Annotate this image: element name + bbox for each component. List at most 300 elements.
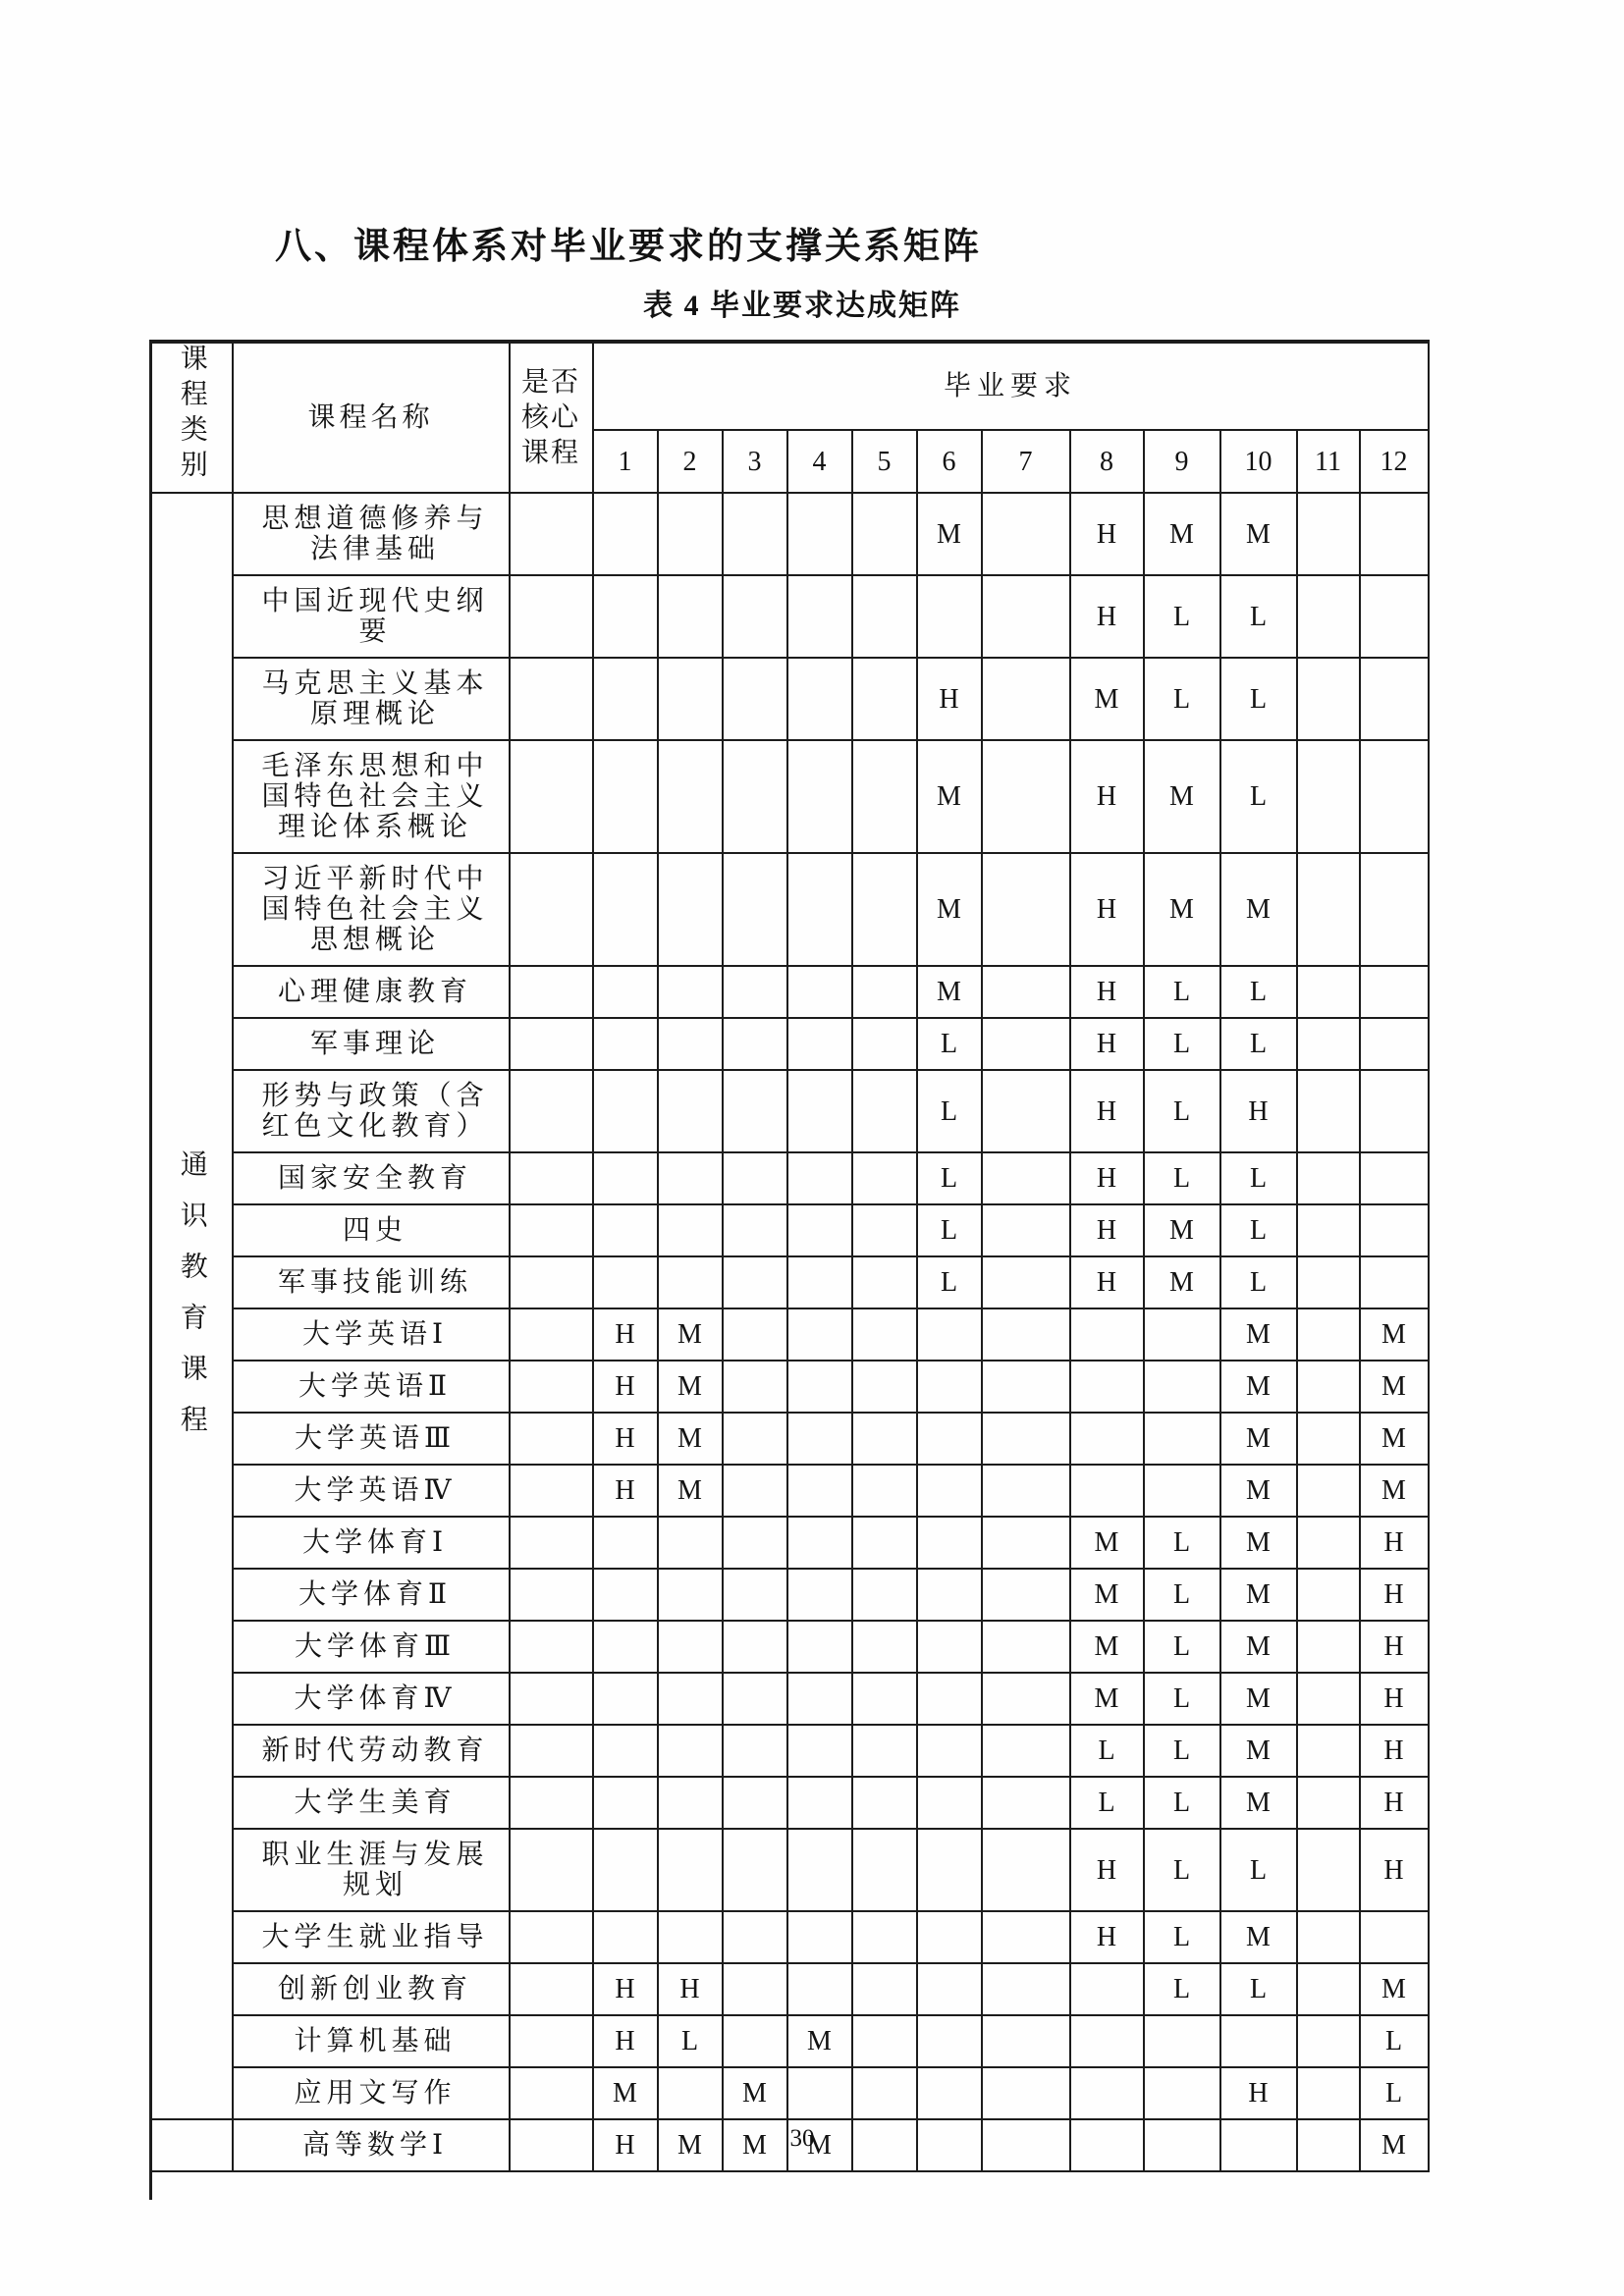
support-level-cell-req-4 [787,1725,852,1777]
support-level-cell-req-6 [917,1673,982,1725]
support-level-cell-req-3 [723,1361,787,1413]
support-level-cell-req-1 [593,853,658,966]
core-course-cell [510,1018,593,1070]
support-level-cell-req-6 [917,1777,982,1829]
support-level-cell-req-1 [593,1256,658,1308]
support-level-cell-req-10: H [1220,1070,1297,1152]
support-level-cell-req-11 [1297,1308,1360,1361]
support-level-cell-req-7 [982,1361,1070,1413]
core-course-cell [510,1829,593,1911]
support-level-cell-req-8: H [1070,1070,1144,1152]
course-name-cell: 职业生涯与发展规划 [233,1829,510,1911]
table-row [151,658,1429,740]
support-level-cell-req-1: H [593,1465,658,1517]
support-level-cell-req-1 [593,740,658,853]
support-level-cell-req-7 [982,740,1070,853]
support-level-cell-req-2 [658,658,723,740]
support-level-cell-req-4 [787,1018,852,1070]
course-name-cell: 大学生美育 [233,1777,510,1829]
support-level-cell-req-3 [723,1911,787,1963]
support-level-cell-req-10: L [1220,1256,1297,1308]
support-level-cell-req-8 [1070,1361,1144,1413]
support-level-cell-req-5 [852,1204,917,1256]
support-level-cell-req-11 [1297,1725,1360,1777]
header-graduation-requirements: 毕业要求 [593,342,1429,430]
course-name-cell: 大学体育Ⅰ [233,1517,510,1569]
support-level-cell-req-11 [1297,740,1360,853]
support-level-cell-req-7 [982,1152,1070,1204]
core-course-cell [510,575,593,658]
support-level-cell-req-2 [658,2067,723,2119]
support-level-cell-req-4 [787,1256,852,1308]
support-level-cell-req-4 [787,853,852,966]
support-level-cell-req-5 [852,2015,917,2067]
support-level-cell-req-4 [787,493,852,575]
header-course-name: 课程名称 [233,342,510,493]
support-level-cell-req-7 [982,658,1070,740]
support-level-cell-req-5 [852,575,917,658]
course-name-cell: 形势与政策（含红色文化教育） [233,1070,510,1152]
support-level-cell-req-4 [787,1911,852,1963]
support-level-cell-req-3 [723,1673,787,1725]
support-level-cell-req-2: M [658,1361,723,1413]
support-level-cell-req-4 [787,1465,852,1517]
support-level-cell-req-3 [723,1152,787,1204]
support-level-cell-req-7 [982,1829,1070,1911]
support-level-cell-req-3 [723,493,787,575]
course-name-cell: 高等数学Ⅰ [233,2119,510,2171]
support-level-cell-req-7 [982,1070,1070,1152]
support-level-cell-req-10: M [1220,1308,1297,1361]
header-row-top [151,342,1429,430]
support-level-cell-req-3 [723,966,787,1018]
course-name-cell: 马克思主义基本原理概论 [233,658,510,740]
support-level-cell-req-5 [852,1152,917,1204]
support-level-cell-req-12 [1360,853,1429,966]
support-level-cell-req-6 [917,1725,982,1777]
support-level-cell-req-12: M [1360,1465,1429,1517]
support-level-cell-req-1 [593,1725,658,1777]
support-level-cell-req-12: H [1360,1621,1429,1673]
support-level-cell-req-12: H [1360,1777,1429,1829]
support-level-cell-req-1 [593,658,658,740]
support-level-cell-req-11 [1297,1018,1360,1070]
support-level-cell-req-9 [1144,2015,1220,2067]
support-level-cell-req-1: H [593,1963,658,2015]
support-level-cell-req-9: L [1144,1517,1220,1569]
support-level-cell-req-4 [787,966,852,1018]
support-level-cell-req-6: M [917,740,982,853]
support-level-cell-req-1 [593,966,658,1018]
support-level-cell-req-9: M [1144,1256,1220,1308]
table-row [151,1673,1429,1725]
support-level-cell-req-3 [723,2015,787,2067]
support-level-cell-req-12 [1360,1911,1429,1963]
table-row [151,2015,1429,2067]
support-level-cell-req-2 [658,1152,723,1204]
support-level-cell-req-6: L [917,1204,982,1256]
support-level-cell-req-9 [1144,1361,1220,1413]
support-level-cell-req-5 [852,2067,917,2119]
table-row [151,1413,1429,1465]
support-level-cell-req-10: M [1220,1621,1297,1673]
support-level-cell-req-5 [852,1963,917,2015]
support-level-cell-req-8 [1070,1308,1144,1361]
support-level-cell-req-1 [593,575,658,658]
support-level-cell-req-5 [852,1911,917,1963]
header-req-col-12: 12 [1360,430,1429,493]
support-level-cell-req-3: M [723,2119,787,2171]
support-level-cell-req-10: L [1220,1829,1297,1911]
support-level-cell-req-11 [1297,1911,1360,1963]
support-level-cell-req-3 [723,1725,787,1777]
support-level-cell-req-12: M [1360,1361,1429,1413]
support-level-cell-req-2 [658,1621,723,1673]
table-row [151,1517,1429,1569]
table-row [151,1308,1429,1361]
support-level-cell-req-6 [917,1963,982,2015]
course-name-cell: 习近平新时代中国特色社会主义思想概论 [233,853,510,966]
support-level-cell-req-5 [852,493,917,575]
support-level-cell-req-11 [1297,493,1360,575]
page-number: 30 [789,2125,815,2152]
support-level-cell-req-9: L [1144,1152,1220,1204]
support-level-cell-req-11 [1297,1673,1360,1725]
support-level-cell-req-7 [982,1569,1070,1621]
support-level-cell-req-3 [723,1308,787,1361]
course-name-cell: 军事技能训练 [233,1256,510,1308]
support-level-cell-req-4 [787,1829,852,1911]
support-level-cell-req-7 [982,575,1070,658]
table-row [151,740,1429,853]
support-level-cell-req-1: H [593,1308,658,1361]
support-level-cell-req-10: M [1220,1777,1297,1829]
support-level-cell-req-3 [723,1256,787,1308]
support-level-cell-req-9: M [1144,1204,1220,1256]
support-level-cell-req-3 [723,1777,787,1829]
course-name-cell: 四史 [233,1204,510,1256]
support-level-cell-req-12 [1360,1018,1429,1070]
support-level-cell-req-5 [852,1413,917,1465]
support-level-cell-req-11 [1297,1361,1360,1413]
support-level-cell-req-12: M [1360,2119,1429,2171]
support-level-cell-req-2 [658,740,723,853]
core-course-cell [510,493,593,575]
header-req-col-8: 8 [1070,430,1144,493]
support-level-cell-req-3 [723,1621,787,1673]
support-level-cell-req-6: M [917,853,982,966]
core-course-cell [510,2015,593,2067]
table-row [151,1569,1429,1621]
core-course-cell [510,1777,593,1829]
support-level-cell-req-3 [723,740,787,853]
support-level-cell-req-3 [723,1465,787,1517]
support-level-cell-req-8: M [1070,658,1144,740]
support-level-cell-req-2 [658,1517,723,1569]
support-level-cell-req-1: H [593,2015,658,2067]
support-level-cell-req-6 [917,1911,982,1963]
support-level-cell-req-3 [723,1517,787,1569]
support-level-cell-req-12 [1360,740,1429,853]
support-level-cell-req-5 [852,1465,917,1517]
support-level-cell-req-9: L [1144,1621,1220,1673]
course-name-cell: 大学英语Ⅰ [233,1308,510,1361]
support-level-cell-req-10: M [1220,1725,1297,1777]
core-course-cell [510,1413,593,1465]
support-level-cell-req-8: H [1070,1829,1144,1911]
support-level-cell-req-5 [852,1361,917,1413]
support-level-cell-req-6: L [917,1256,982,1308]
header-req-col-9: 9 [1144,430,1220,493]
support-level-cell-req-6 [917,1517,982,1569]
table-row [151,1911,1429,1963]
support-level-cell-req-8: H [1070,966,1144,1018]
table-row [151,575,1429,658]
support-level-cell-req-3 [723,658,787,740]
course-name-cell: 思想道德修养与法律基础 [233,493,510,575]
support-level-cell-req-7 [982,1308,1070,1361]
support-level-cell-req-2 [658,575,723,658]
support-level-cell-req-1: M [593,2067,658,2119]
core-course-cell [510,966,593,1018]
support-level-cell-req-11 [1297,1152,1360,1204]
course-name-cell: 大学体育Ⅱ [233,1569,510,1621]
support-level-cell-req-10: M [1220,1673,1297,1725]
support-level-cell-req-12: M [1360,1963,1429,2015]
support-level-cell-req-11 [1297,1777,1360,1829]
support-level-cell-req-1 [593,1569,658,1621]
support-level-cell-req-4 [787,1673,852,1725]
support-level-cell-req-2: M [658,2119,723,2171]
support-level-cell-req-6: L [917,1070,982,1152]
support-level-cell-req-2 [658,493,723,575]
support-level-cell-req-2 [658,1673,723,1725]
support-level-cell-req-9: M [1144,493,1220,575]
header-req-col-4: 4 [787,430,852,493]
support-level-cell-req-2: M [658,1465,723,1517]
support-level-cell-req-5 [852,1829,917,1911]
support-level-cell-req-3: M [723,2067,787,2119]
course-name-cell: 中国近现代史纲要 [233,575,510,658]
course-name-cell: 创新创业教育 [233,1963,510,2015]
support-level-cell-req-11 [1297,658,1360,740]
table-row [151,1829,1429,1911]
support-level-cell-req-4 [787,1777,852,1829]
support-level-cell-req-2 [658,1777,723,1829]
support-level-cell-req-6 [917,1569,982,1621]
support-level-cell-req-8 [1070,1413,1144,1465]
support-level-cell-req-5 [852,1308,917,1361]
support-level-cell-req-5 [852,1569,917,1621]
core-course-cell [510,1911,593,1963]
support-level-cell-req-4 [787,575,852,658]
course-name-cell: 大学生就业指导 [233,1911,510,1963]
support-level-cell-req-11 [1297,966,1360,1018]
support-level-cell-req-4 [787,1569,852,1621]
support-level-cell-req-2 [658,1829,723,1911]
support-level-cell-req-12: M [1360,1308,1429,1361]
support-level-cell-req-8: M [1070,1517,1144,1569]
support-level-cell-req-8 [1070,1963,1144,2015]
support-level-cell-req-1 [593,1204,658,1256]
support-level-cell-req-7 [982,493,1070,575]
support-level-cell-req-12: H [1360,1517,1429,1569]
support-level-cell-req-6: L [917,1152,982,1204]
support-level-cell-req-5 [852,740,917,853]
course-name-cell: 新时代劳动教育 [233,1725,510,1777]
support-level-cell-req-10: L [1220,1204,1297,1256]
support-level-cell-req-4 [787,1361,852,1413]
support-level-cell-req-3 [723,1413,787,1465]
core-course-cell [510,2067,593,2119]
support-level-cell-req-8: H [1070,1256,1144,1308]
support-level-cell-req-12 [1360,493,1429,575]
support-level-cell-req-1: H [593,1413,658,1465]
support-level-cell-req-9: L [1144,1777,1220,1829]
support-level-cell-req-10: M [1220,1361,1297,1413]
support-level-cell-req-8: L [1070,1777,1144,1829]
table-row [151,1725,1429,1777]
support-level-cell-req-1 [593,1911,658,1963]
page-break-border-stub [149,2170,152,2200]
support-level-cell-req-4 [787,1308,852,1361]
support-level-cell-req-2 [658,1725,723,1777]
support-level-cell-req-2 [658,853,723,966]
core-course-cell [510,1963,593,2015]
matrix-body [151,493,1429,2171]
support-level-cell-req-6 [917,1621,982,1673]
support-level-cell-req-11 [1297,1413,1360,1465]
support-level-cell-req-2 [658,1256,723,1308]
support-level-cell-req-5 [852,853,917,966]
support-level-cell-req-6 [917,1829,982,1911]
course-name-cell: 计算机基础 [233,2015,510,2067]
support-level-cell-req-1: H [593,2119,658,2171]
support-level-cell-req-7 [982,1911,1070,1963]
course-name-cell: 大学英语Ⅱ [233,1361,510,1413]
support-level-cell-req-12 [1360,1152,1429,1204]
table-row [151,493,1429,575]
core-course-cell [510,1070,593,1152]
support-level-cell-req-12: M [1360,1413,1429,1465]
support-level-cell-req-3 [723,1569,787,1621]
course-name-cell: 毛泽东思想和中国特色社会主义理论体系概论 [233,740,510,853]
support-level-cell-req-7 [982,853,1070,966]
support-level-cell-req-9: L [1144,1911,1220,1963]
support-level-cell-req-6: M [917,966,982,1018]
support-level-cell-req-7 [982,2015,1070,2067]
page-title: 八、课程体系对毕业要求的支撑关系矩阵 [275,227,982,267]
support-level-cell-req-10: M [1220,1569,1297,1621]
course-name-cell: 大学体育Ⅲ [233,1621,510,1673]
table-caption: 表 4 毕业要求达成矩阵 [643,290,961,322]
support-level-cell-req-6 [917,2067,982,2119]
support-level-cell-req-10: H [1220,2067,1297,2119]
support-level-cell-req-4 [787,1517,852,1569]
graduation-requirement-matrix-table [149,340,1430,2172]
table-row [151,1963,1429,2015]
course-name-cell: 国家安全教育 [233,1152,510,1204]
support-level-cell-req-10: L [1220,575,1297,658]
support-level-cell-req-11 [1297,2067,1360,2119]
course-name-cell: 大学英语Ⅳ [233,1465,510,1517]
support-level-cell-req-10: M [1220,1413,1297,1465]
support-level-cell-req-9: L [1144,1070,1220,1152]
support-level-cell-req-3 [723,1829,787,1911]
support-level-cell-req-8: L [1070,1725,1144,1777]
support-level-cell-req-11 [1297,1465,1360,1517]
support-level-cell-req-8: H [1070,853,1144,966]
support-level-cell-req-9: L [1144,1569,1220,1621]
support-level-cell-req-10: M [1220,1911,1297,1963]
support-level-cell-req-9: L [1144,1018,1220,1070]
table-row [151,853,1429,966]
support-level-cell-req-11 [1297,1569,1360,1621]
support-level-cell-req-5 [852,1673,917,1725]
support-level-cell-req-11 [1297,2015,1360,2067]
support-level-cell-req-6 [917,1308,982,1361]
support-level-cell-req-8: H [1070,575,1144,658]
table-row [151,1621,1429,1673]
support-level-cell-req-6 [917,575,982,658]
header-req-col-7: 7 [982,430,1070,493]
support-level-cell-req-5 [852,966,917,1018]
support-level-cell-req-12: L [1360,2015,1429,2067]
support-level-cell-req-9: L [1144,658,1220,740]
category-cell [151,493,233,2119]
support-level-cell-req-7 [982,1621,1070,1673]
support-level-cell-req-7 [982,1018,1070,1070]
header-req-col-1: 1 [593,430,658,493]
support-level-cell-req-3 [723,1963,787,2015]
support-level-cell-req-10: L [1220,740,1297,853]
support-level-cell-req-9: L [1144,966,1220,1018]
support-level-cell-req-7 [982,1673,1070,1725]
support-level-cell-req-11 [1297,1963,1360,2015]
core-course-cell [510,1308,593,1361]
support-level-cell-req-6 [917,1413,982,1465]
header-req-col-2: 2 [658,430,723,493]
support-level-cell-req-11 [1297,853,1360,966]
support-level-cell-req-12: H [1360,1569,1429,1621]
support-level-cell-req-10: L [1220,1963,1297,2015]
support-level-cell-req-11 [1297,1621,1360,1673]
core-course-cell [510,1621,593,1673]
support-level-cell-req-7 [982,2067,1070,2119]
table-row [151,1070,1429,1152]
support-level-cell-req-10: L [1220,1018,1297,1070]
support-level-cell-req-3 [723,1070,787,1152]
support-level-cell-req-11 [1297,1829,1360,1911]
support-level-cell-req-12 [1360,1204,1429,1256]
support-level-cell-req-5 [852,1621,917,1673]
support-level-cell-req-11 [1297,575,1360,658]
category-label: 通识教育课程 [176,1149,207,1456]
support-level-cell-req-7 [982,1725,1070,1777]
support-level-cell-req-6 [917,2015,982,2067]
course-name-cell: 军事理论 [233,1018,510,1070]
support-level-cell-req-12: H [1360,1673,1429,1725]
support-level-cell-req-10: M [1220,1465,1297,1517]
support-level-cell-req-2 [658,1204,723,1256]
core-course-cell [510,1517,593,1569]
core-course-cell [510,1152,593,1204]
support-level-cell-req-7 [982,1517,1070,1569]
support-level-cell-req-11 [1297,1517,1360,1569]
support-level-cell-req-11 [1297,1070,1360,1152]
support-level-cell-req-2 [658,1569,723,1621]
support-level-cell-req-4 [787,658,852,740]
